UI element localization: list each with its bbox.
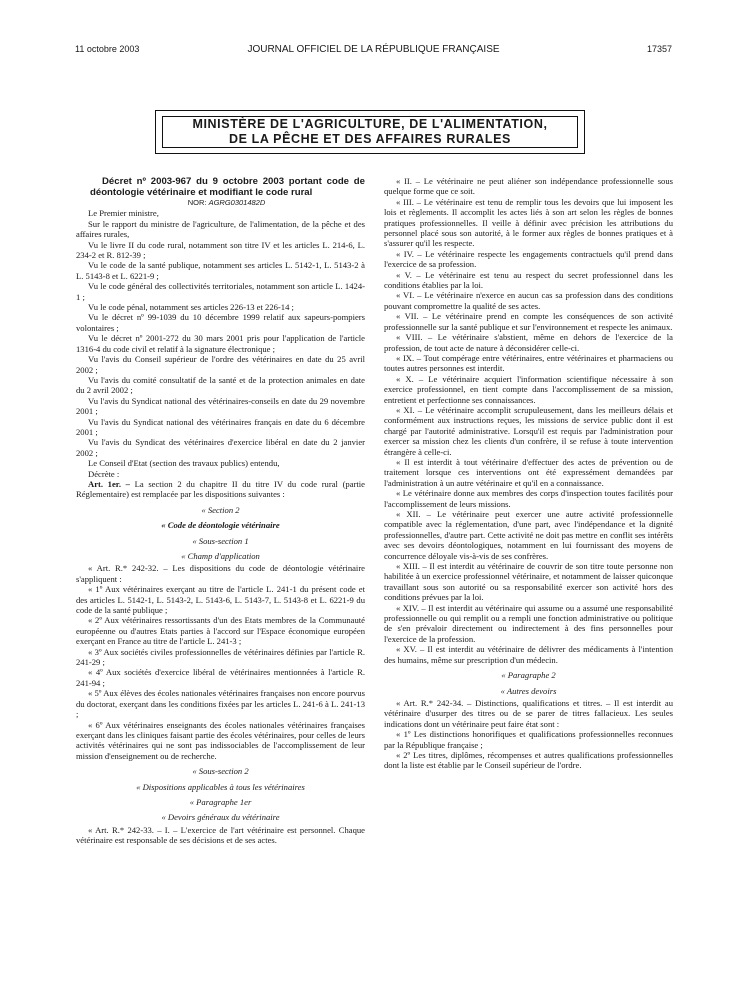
paragraph: « 1º Les distinctions honorifiques et qualifications professionnelles reconnues par la République française ; [384,729,673,750]
article-text: La section 2 du chapitre II du titre IV du code rural (partie Réglementaire) est remplacée par les dispositions suivantes : [76,478,365,500]
paragraph: « Le vétérinaire donne aux membres des corps d'inspection toutes facilités pour l'accomplissement de leurs missions. [384,488,673,509]
paragraph: « XIII. – Il est interdit au vétérinaire de couvrir de son titre toute personne non habilitée à un exercice professionnel vétérinaire, et notamment de laisser quiconque travaillant sous son autorité ou sa responsabilité exercer son activité hors des conditions prévues par la loi. [384,561,673,603]
paragraph: Décrète : [88,468,120,479]
nor-label: NOR: [187,198,207,207]
paragraph: « V. – Le vétérinaire est tenu au respect du secret professionnel dans les conditions établies par la loi. [384,269,673,291]
section-heading: « Code de déontologie vétérinaire [161,520,280,531]
paragraph: Vu le code pénal, notamment ses articles 226-13 et 226-14 ; [88,302,294,313]
section-heading: « Sous-section 2 [192,766,249,777]
paragraph: « 1º Aux vétérinaires exerçant au titre de l'article L. 241-1 du présent code et des articles L. 5142-1, L. 5143-2, L. 5143-6, L. 5143-7, L. 5143-8 et L. 6221-9 du code de la santé publique ; [76,584,365,616]
right-column [384,176,673,771]
paragraph: « Art. R.* 242-34. – Distinctions, qualifications et titres. – Il est interdit au vétérinaire d'usurper des titres ou de se parer de titres fallacieux. Les seules indications dont un vétérinaire peut faire état sont : [384,697,673,729]
ministry-heading [162,116,578,148]
paragraph: Vu le décret nº 2001-272 du 30 mars 2001 pris pour l'application de l'article 1316-4 du code civil et relatif à la signature électronique ; [76,333,365,354]
paragraph: « XI. – Le vétérinaire accomplit scrupuleusement, dans les meilleurs délais et conformément aux instructions reçues, les missions de service public dont il est chargé par l'autorité administrative. Lorsqu'il est requis par l'administration pour exercer sa mission chez les clients d'un confrère, il se refuse à toute intervention étrangère à celle-ci. [384,404,673,457]
section-heading: « Sous-section 1 [192,535,249,546]
paragraph: Vu l'avis du comité consultatif de la santé et de la protection animales en date du 2 avril 2002 ; [76,374,365,396]
page-number: 17357 [646,44,672,54]
paragraph: « Il est interdit à tout vétérinaire d'effectuer des actes de prévention ou de traitement lorsque ces interventions ont été expressément demandées par l'administration à un autre vétérinaire et qu'il en a connaissance. [384,456,673,488]
paragraph: « 4º Aux sociétés d'exercice libéral de vétérinaires mentionnées à l'article R. 241-94 ; [76,667,365,688]
paragraph: Le Premier ministre, [88,208,159,219]
section-heading: « Champ d'application [181,551,260,561]
ministry-line-2: DE LA PÊCHE ET DES AFFAIRES RURALES [229,132,511,146]
nor-value: AGRG0301482D [208,198,266,207]
paragraph: Sur le rapport du ministre de l'agriculture, de l'alimentation, de la pêche et des affaires rurales, [76,218,365,240]
paragraph: Le Conseil d'Etat (section des travaux publics) entendu, [88,458,280,469]
paragraph: « XV. – Il est interdit au vétérinaire de délivrer des médicaments à l'intention des humains, même sur prescription d'un médecin. [384,644,673,665]
section-heading: « Section 2 [201,504,240,515]
paragraph: « VII. – Le vétérinaire prend en compte les conséquences de son activité professionnelle sur la santé publique et sur l'environnement et respecte les animaux. [384,311,673,332]
paragraph: « IX. – Tout compérage entre vétérinaires, entre vétérinaires et pharmaciens ou toutes autres personnes est interdit. [384,352,673,374]
paragraph: « VI. – Le vétérinaire n'exerce en aucun cas sa profession dans des conditions pouvant compromettre la qualité de ses actes. [384,290,673,311]
paragraph: Vu l'avis du Syndicat national des vétérinaires français en date du 6 décembre 2001 ; [76,416,365,437]
paragraph: « Art. R.* 242-32. – Les dispositions du code de déontologie vétérinaire s'appliquent : [76,563,365,584]
section-heading: « Devoirs généraux du vétérinaire [161,812,280,823]
paragraph: Vu le décret nº 99-1039 du 10 décembre 1999 relatif aux sapeurs-pompiers volontaires ; [76,312,365,333]
paragraph: Vu le code de la santé publique, notamment ses articles L. 5142-1, L. 5143-2 à L. 5143-8 et L. 6221-9 ; [76,260,365,281]
paragraph: Vu l'avis du Syndicat national des vétérinaires-conseils en date du 29 novembre 2001 ; [76,395,365,417]
nor-reference [76,198,365,208]
left-column [76,176,365,846]
paragraph: « Art. R.* 242-33. – I. – L'exercice de l'art vétérinaire est personnel. Chaque vétérinaire est responsable de ses décisions et de ses actes. [76,824,365,846]
paragraph: « II. – Le vétérinaire ne peut aliéner son indépendance professionnelle sous quelque forme que ce soit. [384,176,673,197]
page-header [75,44,672,58]
paragraph: « XII. – Le vétérinaire peut exercer une autre activité professionnelle compatible avec la réglementation, d'une part, avec l'indépendance et la dignité professionnelles, d'autre part. Cette activité ne doit pas mettre en conflit ses intérêts avec ses devoirs déontologiques, notamment en lui fournissant des moyens de concurrence déloyale vis-à-vis de ses confrères. [384,509,673,561]
section-heading: « Autres devoirs [500,685,557,696]
paragraph: « XIV. – Il est interdit au vétérinaire qui assume ou a assumé une responsabilité professionnelle ou qui remplit ou a rempli une fonction administrative ou politique de s'en prévaloir directement ou indirectement à des fins personnelles pour l'exercice de la profession. [384,602,673,644]
paragraph: « III. – Le vétérinaire est tenu de remplir tous les devoirs que lui imposent les lois et règlements. Il accomplit les actes liés à son art selon les règles de bonnes pratiques professionnelles. Il veille à définir avec précision les attributions du personnel placé sous son autorité, à le former aux règles de bonnes pratiques et à s'assurer qu'il les respecte. [384,196,673,249]
section-heading: « Dispositions applicables à tous les vétérinaires [136,781,305,792]
paragraph: « 2º Aux vétérinaires ressortissants d'un des Etats membres de la Communauté européenne ou d'autres Etats parties à l'accord sur l'Espace économique européen exerçant en France au titre de l'article L. 241-3 ; [76,615,365,647]
issue-date: 11 octobre 2003 [75,44,140,54]
article-label: Art. 1er. – [88,478,130,489]
paragraph: Vu l'avis du Conseil supérieur de l'ordre des vétérinaires en date du 25 avril 2002 ; [76,354,365,375]
paragraph: « 6º Aux vétérinaires enseignants des écoles nationales vétérinaires françaises exerçant dans les cliniques faisant partie des écoles vétérinaires, pour celles de leurs activités vétérinaires qui ne sont pas indissociables de l'accomplissement de leur mission d'enseignement ou de recherche. [76,719,365,761]
section-heading: « Paragraphe 1er [189,796,252,807]
ministry-line-1: MINISTÈRE DE L'AGRICULTURE, DE L'ALIMENTATION, [192,117,548,131]
paragraph: Vu le livre II du code rural, notamment son titre IV et les articles L. 214-6, L. 234-2 et R. 812-39 ; [76,239,365,261]
section-heading: « Paragraphe 2 [501,670,556,681]
paragraph: « VIII. – Le vétérinaire s'abstient, même en dehors de l'exercice de la profession, de tout acte de nature à déconsidérer celle-ci. [384,332,673,353]
ministry-heading-box [155,110,585,154]
paragraph: « X. – Le vétérinaire acquiert l'information scientifique nécessaire à son exercice professionnel, en tient compte dans l'accomplissement de sa mission, entretient et perfectionne ses connaissances. [384,373,673,405]
paragraph: « 5º Aux élèves des écoles nationales vétérinaires françaises non encore pourvus du doctorat, exerçant dans les conditions fixées par les articles L. 241-6 à L. 241-13 ; [76,688,365,720]
journal-title: JOURNAL OFFICIEL DE LA RÉPUBLIQUE FRANÇAISE [247,44,500,55]
paragraph: Vu l'avis du Syndicat des vétérinaires d'exercice libéral en date du 2 janvier 2002 ; [76,437,365,458]
paragraph: Vu le code général des collectivités territoriales, notamment son article L. 1424-1 ; [76,281,365,302]
article-paragraph [76,479,365,500]
paragraph: « 2º Les titres, diplômes, récompenses et autres qualifications professionnelles dont la liste est établie par le Conseil supérieur de l'ordre. [384,749,673,771]
paragraph: « 3º Aux sociétés civiles professionnelles de vétérinaires définies par l'article R. 241-29 ; [76,646,365,668]
decree-title: Décret nº 2003-967 du 9 octobre 2003 portant code de déontologie vétérinaire et modifiant le code rural [90,176,365,198]
paragraph: « IV. – Le vétérinaire respecte les engagements contractuels qu'il prend dans l'exercice de sa profession. [384,248,673,270]
